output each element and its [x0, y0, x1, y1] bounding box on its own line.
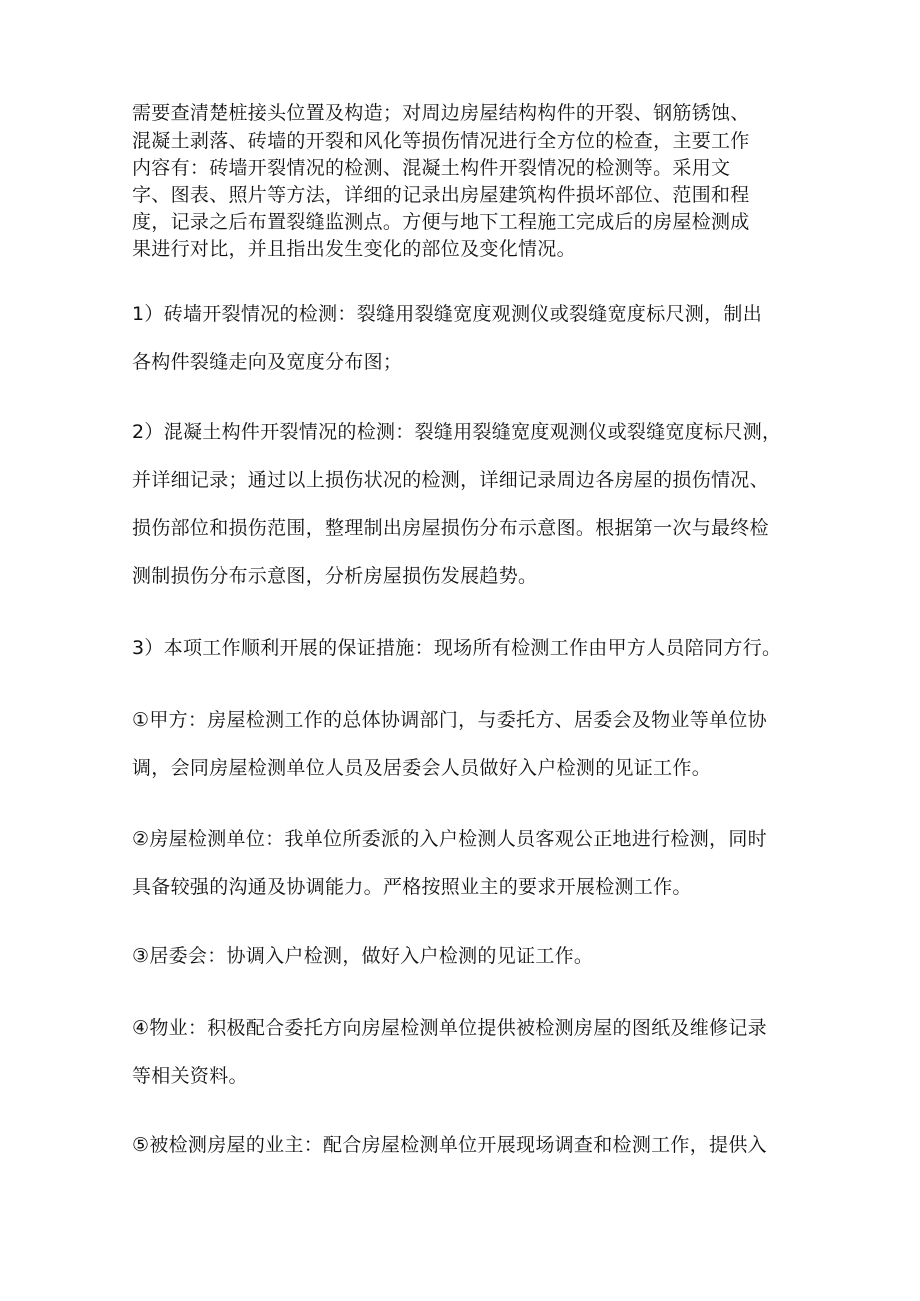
text-line: 内容有：砖墙开裂情况的检测、混凝土构件开裂情况的检测等。采用文 [132, 157, 731, 179]
text-line: 测制损伤分布示意图，分析房屋损伤发展趋势。 [132, 565, 538, 587]
text-line: ⑤被检测房屋的业主：配合房屋检测单位开展现场调查和检测工作，提供入 [132, 1134, 767, 1156]
text-line: ②房屋检测单位：我单位所委派的入户检测人员客观公正地进行检测，同时 [132, 828, 767, 850]
text-line: 需要查清楚桩接头位置及构造；对周边房屋结构构件的开裂、钢筋锈蚀、 [132, 102, 750, 124]
text-line: 果进行对比，并且指出发生变化的部位及变化情况。 [132, 238, 576, 260]
text-line: 并详细记录；通过以上损伤状况的检测，详细记录周边各房屋的损伤情况、 [132, 469, 769, 491]
text-line: 各构件裂缝走向及宽度分布图； [132, 351, 403, 373]
text-line: 3）本项工作顺利开展的保证措施：现场所有检测工作由甲方人员陪同方行。 [132, 637, 782, 659]
text-line: 调，会同房屋检测单位人员及居委会人员做好入户检测的见证工作。 [132, 757, 712, 779]
text-line: 2）混凝土构件开裂情况的检测：裂缝用裂缝宽度观测仪或裂缝宽度标尺测， [132, 421, 782, 443]
text-line: ④物业：积极配合委托方向房屋检测单位提供被检测房屋的图纸及维修记录 [132, 1017, 767, 1039]
text-line: 混凝土剥落、砖墙的开裂和风化等损伤情况进行全方位的检查，主要工作 [132, 130, 750, 152]
text-line: 1）砖墙开裂情况的检测：裂缝用裂缝宽度观测仪或裂缝宽度标尺测，制出 [132, 303, 762, 325]
text-line: ①甲方：房屋检测工作的总体协调部门，与委托方、居委会及物业等单位协 [132, 709, 767, 731]
text-line: 度，记录之后布置裂缝监测点。方便与地下工程施工完成后的房屋检测成 [132, 211, 750, 233]
text-line: ③居委会：协调入户检测，做好入户检测的见证工作。 [132, 945, 594, 967]
text-line: 等相关资料。 [132, 1065, 248, 1087]
text-line: 具备较强的沟通及协调能力。严格按照业主的要求开展检测工作。 [132, 876, 692, 898]
text-line: 字、图表、照片等方法，详细的记录出房屋建筑构件损坏部位、范围和程 [132, 184, 750, 206]
text-line: 损伤部位和损伤范围，整理制出房屋损伤分布示意图。根据第一次与最终检 [132, 517, 769, 539]
